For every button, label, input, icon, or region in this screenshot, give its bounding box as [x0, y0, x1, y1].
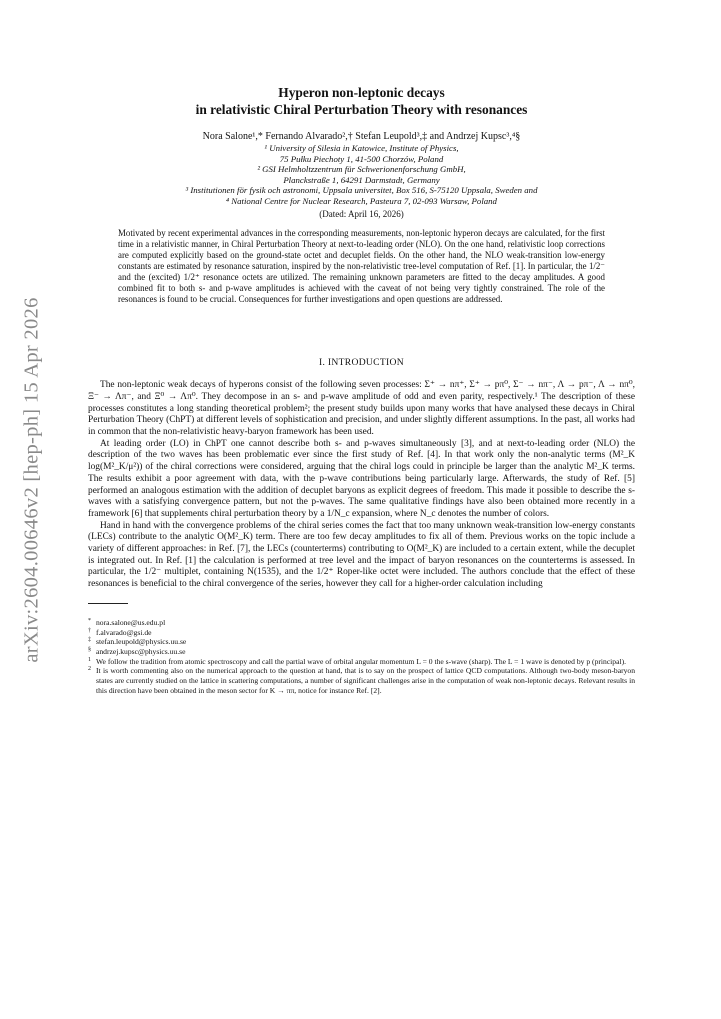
- paragraph: The non-leptonic weak decays of hyperons consist of the following seven processes: Σ⁺ → nπ⁺, Σ⁺ → pπ⁰, Σ⁻ → nπ⁻, Λ → pπ⁻, Λ → nπ⁰, Ξ⁻ → Λπ⁻, and Ξ⁰ → Λπ⁰. They decompose in an s- and p-wave amplitude of odd and even parity, respectively.¹ The description of these processes constitutes a long standing theoretical problem²; the present study builds upon many works that have analysed these decays in Chiral Perturbation Theory (ChPT) at different levels of sophistication and precision, and under slightly different assumptions. In the past, all works had in common that the non-relativistic heavy-baryon framework has been used.: [88, 380, 635, 438]
- footnote-text: andrzej.kupsc@physics.uu.se: [96, 646, 186, 656]
- title-line-1: Hyperon non-leptonic decays: [278, 85, 445, 100]
- footnote-mark: *: [88, 617, 91, 624]
- affiliation-line: ⁴ National Centre for Nuclear Research, Pasteura 7, 02-093 Warsaw, Poland: [226, 195, 497, 206]
- date-line: (Dated: April 16, 2026): [319, 208, 404, 219]
- footnote-text: It is worth commenting also on the numerical approach to the question at hand, that is to say on the prospect of lattice QCD computations. Although two-body meson-baryon states are currently studied on the lattice in scattering computations, a number of significant challenges arise in the computation of weak non-leptonic decays. Relevant results in this direction have been obtained in the meson sector for K → ππ, notice for instance Ref. [2].: [96, 666, 635, 695]
- paragraph: At leading order (LO) in ChPT one cannot describe both s- and p-waves simultaneously [3], and at next-to-leading order (NLO) the description of the two waves has been problematic ever since the first study of Ref. [4]. In that work only the non-analytic terms (M²_K log(M²_K/μ²)) of the chiral corrections were considered, arguing that the chiral logs could in principle be larger than the analytic M²_K terms. The results exhibit a poor agreement with data, with the p-wave contributions being particularly large. Afterwards, the study of Ref. [5] performed an analogous estimation with the addition of decuplet baryons as explicit degrees of freedom. This made it possible to describe the s-waves with a satisfying convergence pattern, but not the p-waves. The same qualitative findings have also been obtained more recently in a framework [6] that supplements chiral perturbation theory by a 1/N_c expansion, where N_c denotes the number of colors.: [88, 438, 635, 519]
- footnote-mark: ‡: [88, 637, 91, 644]
- arxiv-identifier: arXiv:2604.00646v2 [hep-ph] 15 Apr 2026: [20, 297, 43, 663]
- section-heading: I. INTRODUCTION: [319, 357, 404, 369]
- affiliation-line: ³ Institutionen för fysik och astronomi, Uppsala universitet, Box 516, S-75120 Uppsala, Sweden and: [185, 185, 538, 196]
- footnote: [88, 647, 635, 657]
- affiliation-line: Planckstraße 1, 64291 Darmstadt, Germany: [283, 174, 440, 185]
- author-list: Nora Salone¹,* Fernando Alvarado²,† Stefan Leupold³,‡ and Andrzej Kupsc³,⁴§: [202, 131, 521, 142]
- footnote-mark: 1: [88, 656, 91, 663]
- title-line-2: in relativistic Chiral Perturbation Theory with resonances: [195, 102, 528, 117]
- paper-page: [88, 84, 635, 696]
- paragraph: Hand in hand with the convergence problems of the chiral series comes the fact that too many unknown weak-transition low-energy constants (LECs) contribute to the analytic O(M²_K) term. There are too few decay amplitudes to fix all of them. Previous works on the topic include a variety of different approaches: in Ref. [7], the LECs (counterterms) contributing to O(M²_K) are included to a certain extent, while the decuplet is integrated out. In Ref. [1] the calculation is performed at tree level and the impact of baryon resonances on the counterterms is assessed. In particular, the 1/2⁻ multiplet, containing N(1535), and the 1/2⁺ Roper-like octet were included. The authors conclude that the effect of these resonances is beneficial to the chiral convergence of the series, however they call for a higher-order calculation including: [88, 520, 635, 590]
- footnote: [88, 657, 635, 667]
- footnote-rule: [88, 603, 128, 604]
- footnote-mark: 2: [88, 666, 91, 673]
- affiliation-line: ¹ University of Silesia in Katowice, Institute of Physics,: [264, 143, 459, 153]
- footnotes: [88, 618, 635, 696]
- footnote: [88, 618, 635, 628]
- footnote-mark: †: [88, 627, 91, 634]
- footnote-text: stefan.leupold@physics.uu.se: [96, 637, 187, 647]
- body-text: [88, 380, 635, 591]
- paper-title: [88, 84, 635, 118]
- footnote-mark: §: [88, 646, 91, 653]
- abstract: Motivated by recent experimental advances in the corresponding measurements, non-leptonic hyperon decays are calculated, for the first time in a relativistic manner, in Chiral Perturbation Theory at next-to-leading order (NLO). On the one hand, relativistic loop corrections are computed explicitly based on the ground-state octet and decuplet fields. On the other hand, the NLO weak-transition low-energy constants are estimated by resonance saturation, inspired by the non-relativistic tree-level computation of Ref. [1]. In particular, the 1/2⁻ and the (excited) 1/2⁺ resonance octets are utilized. The remaining unknown parameters are fitted to the decay amplitudes. A good combined fit to both s- and p-wave amplitudes is achieved with the caveat of not being very tightly constrained. The role of the resonances is found to be crucial. Consequences for further investigations and open questions are addressed.: [118, 227, 605, 305]
- arxiv-sidebar-stamp: [12, 290, 52, 670]
- affiliation-line: 75 Pułku Piechoty 1, 41-500 Chorzów, Poland: [279, 153, 444, 164]
- affiliation-line: ² GSI Helmholtzzentrum für Schwerionenforschung GmbH,: [257, 164, 466, 175]
- footnote: [88, 637, 635, 647]
- footnote: [88, 628, 635, 638]
- footnote-text: We follow the tradition from atomic spectroscopy and call the partial wave of orbital angular momentum L = 0 the s-wave (sharp). The L = 1 wave is denoted by p (principal).: [96, 656, 627, 666]
- footnote-text: f.alvarado@gsi.de: [96, 627, 152, 637]
- footnote: [88, 666, 635, 695]
- affiliation-block: [88, 143, 635, 207]
- footnote-text: nora.salone@us.edu.pl: [96, 617, 166, 627]
